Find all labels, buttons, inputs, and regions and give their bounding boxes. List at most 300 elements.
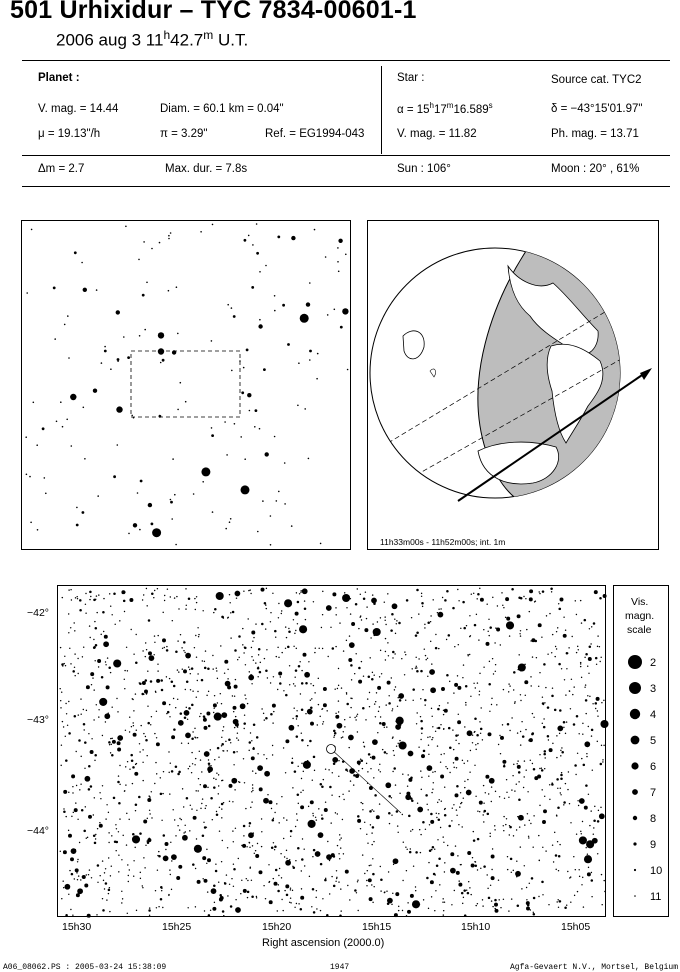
info-column-divider <box>381 66 382 154</box>
star-dot <box>154 635 155 636</box>
star-dot <box>127 864 128 865</box>
star-dot <box>428 862 429 863</box>
star-dot <box>70 589 71 590</box>
star-dot <box>396 745 397 746</box>
star-dot <box>195 906 196 907</box>
star-dot <box>380 890 381 891</box>
star-dot <box>538 591 539 592</box>
star-dot <box>147 705 148 706</box>
star-dot <box>63 850 67 854</box>
star-dot <box>221 703 222 704</box>
star-dot <box>470 635 471 636</box>
star-dot <box>285 884 289 888</box>
main-starfield <box>58 586 607 918</box>
star-dot <box>597 715 598 716</box>
star-dot <box>215 863 216 864</box>
star-dot <box>143 594 144 595</box>
star-dot <box>313 601 314 602</box>
star-dot <box>595 708 596 709</box>
star-dot <box>355 653 356 654</box>
star-dot <box>171 854 177 860</box>
star-dot <box>195 758 196 759</box>
star-dot <box>114 624 115 625</box>
star-dot <box>161 890 162 891</box>
star-dot <box>98 666 99 667</box>
star-dot <box>306 302 310 306</box>
star-dot <box>68 894 69 895</box>
star-dot <box>565 733 566 734</box>
star-dot <box>367 870 368 871</box>
star-dot <box>299 661 300 662</box>
star-dot <box>253 832 254 833</box>
star-dot <box>278 617 279 618</box>
star-dot <box>456 815 457 816</box>
star-dot <box>80 879 81 880</box>
star-dot <box>340 910 341 911</box>
star-dot <box>418 746 419 747</box>
star-dot <box>293 646 294 647</box>
star-dot <box>421 602 424 605</box>
star-dot <box>399 699 402 702</box>
star-dot <box>531 877 534 880</box>
star-dot <box>284 890 285 891</box>
star-dot <box>526 907 530 911</box>
star-dot <box>235 679 236 680</box>
star-dot <box>474 731 475 732</box>
star-dot <box>411 617 412 618</box>
star-dot <box>285 694 288 697</box>
star-dot <box>574 895 575 896</box>
star-dot <box>387 642 388 643</box>
star-dot <box>569 803 570 804</box>
star-dot <box>408 778 412 782</box>
star-dot <box>300 314 309 323</box>
star-dot <box>410 830 411 831</box>
star-dot <box>509 685 510 686</box>
star-dot <box>516 829 517 830</box>
star-dot <box>444 599 447 602</box>
star-dot <box>511 717 512 718</box>
star-dot <box>350 613 351 614</box>
star-dot <box>482 739 483 740</box>
magnitude-dot <box>630 709 640 719</box>
star-dot <box>116 828 117 829</box>
star-dot <box>567 871 568 872</box>
star-dot <box>158 851 159 852</box>
star-dot <box>237 726 238 727</box>
star-dot <box>434 848 435 849</box>
star-dot <box>472 742 473 743</box>
star-dot <box>492 848 493 849</box>
star-dot <box>149 915 150 916</box>
star-dot <box>539 768 540 769</box>
star-dot <box>205 808 206 809</box>
star-dot <box>174 597 175 598</box>
star-dot <box>208 914 211 917</box>
star-dot <box>552 844 553 845</box>
star-dot <box>431 792 432 793</box>
star-dot <box>253 723 256 726</box>
star-dot <box>281 613 282 614</box>
star-dot <box>525 769 526 770</box>
star-dot <box>171 860 172 861</box>
star-dot <box>125 730 126 731</box>
star-dot <box>270 621 271 622</box>
star-dot <box>525 695 526 696</box>
star-dot <box>313 815 314 816</box>
star-dot <box>291 525 293 527</box>
star-dot <box>79 599 82 602</box>
star-dot <box>248 750 249 751</box>
star-dot <box>516 783 517 784</box>
star-dot <box>124 790 125 791</box>
star-dot <box>96 289 98 291</box>
star-dot <box>265 452 269 456</box>
star-dot <box>408 751 414 757</box>
star-dot <box>196 596 197 597</box>
star-dot <box>302 838 303 839</box>
star-heading: Star : <box>397 72 425 84</box>
star-dot <box>585 784 588 787</box>
star-dot <box>140 725 141 726</box>
star-dot <box>212 907 216 911</box>
star-dot <box>518 781 519 782</box>
star-dot <box>180 634 181 635</box>
star-dot <box>193 493 195 495</box>
star-dot <box>520 700 521 701</box>
star-dot <box>294 676 295 677</box>
star-dot <box>156 737 157 738</box>
star-dot <box>25 436 27 438</box>
star-dot <box>591 879 594 882</box>
star-dot <box>94 760 95 761</box>
star-dot <box>201 803 202 804</box>
star-dot <box>420 720 423 723</box>
star-dot <box>226 874 227 875</box>
star-dot <box>437 839 438 840</box>
star-dot <box>492 658 493 659</box>
star-dot <box>350 664 353 667</box>
star-dot <box>397 706 398 707</box>
star-dot <box>440 761 441 762</box>
star-dot <box>469 887 470 888</box>
star-dot <box>551 783 554 786</box>
star-dot <box>427 809 428 810</box>
star-dot <box>323 687 327 691</box>
star-dot <box>331 853 335 857</box>
star-dot <box>335 881 336 882</box>
star-dot <box>187 719 188 720</box>
star-dot <box>63 887 64 888</box>
star-dot <box>509 635 510 636</box>
star-dot <box>492 906 493 907</box>
star-dot <box>461 826 462 827</box>
star-dot <box>496 909 497 910</box>
star-dot <box>587 695 588 696</box>
star-dot <box>600 807 601 808</box>
star-dot <box>366 885 367 886</box>
star-dot <box>391 814 392 815</box>
star-dot <box>430 641 431 642</box>
star-dot <box>432 788 433 789</box>
star-dot <box>456 871 460 875</box>
star-dot <box>177 333 179 335</box>
star-dot <box>432 737 433 738</box>
star-dot <box>563 721 566 724</box>
planet-heading: Planet : <box>38 72 80 84</box>
star-dot <box>439 884 440 885</box>
star-dot <box>76 596 77 597</box>
star-dot <box>503 899 504 900</box>
star-dot <box>585 847 586 848</box>
star-dot <box>407 910 411 914</box>
star-dot <box>591 896 592 897</box>
star-dot <box>133 653 134 654</box>
star-dot <box>500 736 504 740</box>
star-dot <box>98 716 99 717</box>
star-dot <box>362 707 365 710</box>
star-dot <box>556 648 557 649</box>
star-dot <box>538 686 539 687</box>
star-dot <box>392 603 398 609</box>
star-dot <box>93 835 96 838</box>
star-dot <box>480 598 484 602</box>
star-dot <box>245 664 246 665</box>
star-dot <box>238 635 241 638</box>
star-dot <box>559 900 562 903</box>
star-dot <box>530 909 531 910</box>
star-dot <box>301 670 302 671</box>
star-dot <box>291 236 295 240</box>
star-dot <box>104 888 105 889</box>
star-dot <box>496 704 497 705</box>
star-dot <box>94 754 97 757</box>
star-dot <box>500 907 501 908</box>
star-dot <box>479 801 483 805</box>
star-dot <box>145 642 146 643</box>
finder-starfield <box>22 221 352 551</box>
star-dot <box>421 727 424 730</box>
star-dot <box>251 740 252 741</box>
star-dot <box>518 654 519 655</box>
star-dot <box>223 617 224 618</box>
star-dot <box>502 724 503 725</box>
star-dot <box>87 837 88 838</box>
star-dot <box>235 716 236 717</box>
star-dot <box>168 772 169 773</box>
star-dot <box>208 691 209 692</box>
star-dot <box>473 831 474 832</box>
star-dot <box>293 683 294 684</box>
star-dot <box>424 704 425 705</box>
star-dot <box>297 601 300 604</box>
star-dot <box>121 902 122 903</box>
star-dot <box>475 749 476 750</box>
star-dot <box>170 874 171 875</box>
star-dot <box>56 421 58 423</box>
star-dot <box>358 628 359 629</box>
star-dot <box>342 736 343 737</box>
star-dot <box>330 822 331 823</box>
star-dot <box>388 655 389 656</box>
star-dot <box>265 604 266 605</box>
star-dot <box>258 324 262 328</box>
star-dot <box>539 860 540 861</box>
star-dot <box>515 871 521 877</box>
star-dot <box>59 688 60 689</box>
star-dot <box>250 674 253 677</box>
star-dot <box>393 750 394 751</box>
star-dot <box>109 593 110 594</box>
star-dot <box>332 757 338 763</box>
star-dot <box>157 663 158 664</box>
star-dot <box>351 679 352 680</box>
star-dot <box>482 899 483 900</box>
star-dot <box>233 764 234 765</box>
star-dot <box>441 800 442 801</box>
star-dot <box>527 791 528 792</box>
star-dot <box>335 713 336 714</box>
star-dot <box>174 819 175 820</box>
star-dot <box>108 842 109 843</box>
star-dot <box>139 682 142 685</box>
star-dot <box>444 862 445 863</box>
globe-panel <box>367 220 659 550</box>
star-dot <box>259 787 263 791</box>
star-dot <box>434 771 435 772</box>
star-dot <box>519 633 520 634</box>
star-dot <box>491 900 492 901</box>
star-dot <box>197 737 198 738</box>
star-dot <box>557 899 558 900</box>
star-dot <box>124 688 125 689</box>
star-dot <box>83 407 85 409</box>
star-dot <box>603 745 604 746</box>
star-dot <box>428 744 429 745</box>
star-dot <box>297 725 298 726</box>
star-dot <box>474 718 477 721</box>
star-dot <box>503 689 504 690</box>
star-dot <box>494 825 495 826</box>
star-dot <box>160 362 162 364</box>
star-dot <box>477 869 478 870</box>
star-dot <box>395 633 396 634</box>
star-dot <box>256 223 258 225</box>
star-dot <box>586 756 587 757</box>
star-dot <box>466 625 467 626</box>
star-dot <box>517 614 521 618</box>
star-dot <box>412 829 413 830</box>
star-dot <box>221 737 222 738</box>
star-dot <box>255 850 256 851</box>
star-dot <box>335 607 336 608</box>
star-dot <box>487 813 490 816</box>
star-dot <box>479 691 480 692</box>
star-dot <box>506 818 507 819</box>
star-dot <box>147 818 148 819</box>
star-dot <box>371 884 372 885</box>
star-dot <box>549 748 553 752</box>
star-dot <box>258 648 261 651</box>
star-dot <box>191 752 192 753</box>
star-right-ascension <box>397 101 493 116</box>
star-dot <box>440 724 441 725</box>
star-dot <box>428 775 429 776</box>
star-dot <box>206 863 207 864</box>
star-dot <box>530 685 531 686</box>
star-dot <box>243 704 244 705</box>
star-dot <box>175 650 178 653</box>
star-dot <box>372 672 373 673</box>
star-dot <box>391 677 392 678</box>
star-dot <box>538 896 539 897</box>
star-dot <box>342 794 343 795</box>
star-dot <box>309 876 310 877</box>
star-dot <box>146 649 147 650</box>
star-dot <box>195 609 196 610</box>
star-dot <box>268 864 269 865</box>
star-dot <box>431 896 432 897</box>
star-dot <box>503 816 504 817</box>
star-dot <box>405 846 406 847</box>
star-dot <box>207 787 208 788</box>
star-dot <box>129 869 130 870</box>
star-dot <box>581 839 585 843</box>
star-dot <box>124 611 125 612</box>
star-dot <box>285 648 286 649</box>
star-dot <box>516 876 517 877</box>
star-dot <box>235 828 236 829</box>
x-tick-label: 15h05 <box>561 921 591 933</box>
star-dot <box>139 832 142 835</box>
star-dot <box>197 880 201 884</box>
star-dot <box>188 597 191 600</box>
star-dot <box>155 890 156 891</box>
star-dot <box>319 716 320 717</box>
star-dot <box>227 685 231 689</box>
star-dot <box>494 908 495 909</box>
star-dot <box>339 839 340 840</box>
star-dot <box>338 668 339 669</box>
star-dot <box>170 596 171 597</box>
star-dot <box>169 793 170 794</box>
star-dot <box>213 778 214 779</box>
star-dot <box>70 663 71 664</box>
star-dot <box>208 765 209 766</box>
star-dot <box>105 661 106 662</box>
star-dot <box>529 597 533 601</box>
star-dot <box>348 658 352 662</box>
star-dot <box>332 592 336 596</box>
star-dot <box>204 751 210 757</box>
star-dot <box>157 869 158 870</box>
star-dot <box>479 694 480 695</box>
star-dot <box>462 601 465 604</box>
star-dot <box>489 778 495 784</box>
star-dot <box>542 590 545 593</box>
star-dot <box>475 687 476 688</box>
star-dot <box>499 735 500 736</box>
star-dot <box>443 914 444 915</box>
planet-diameter: Diam. = 60.1 km = 0.04" <box>160 103 284 115</box>
star-dot <box>511 789 512 790</box>
star-dot <box>580 663 581 664</box>
star-dot <box>110 875 111 876</box>
star-dot <box>354 673 355 674</box>
star-declination: δ = −43°15'01.97" <box>551 103 643 115</box>
star-dot <box>142 650 143 651</box>
star-dot <box>558 603 559 604</box>
